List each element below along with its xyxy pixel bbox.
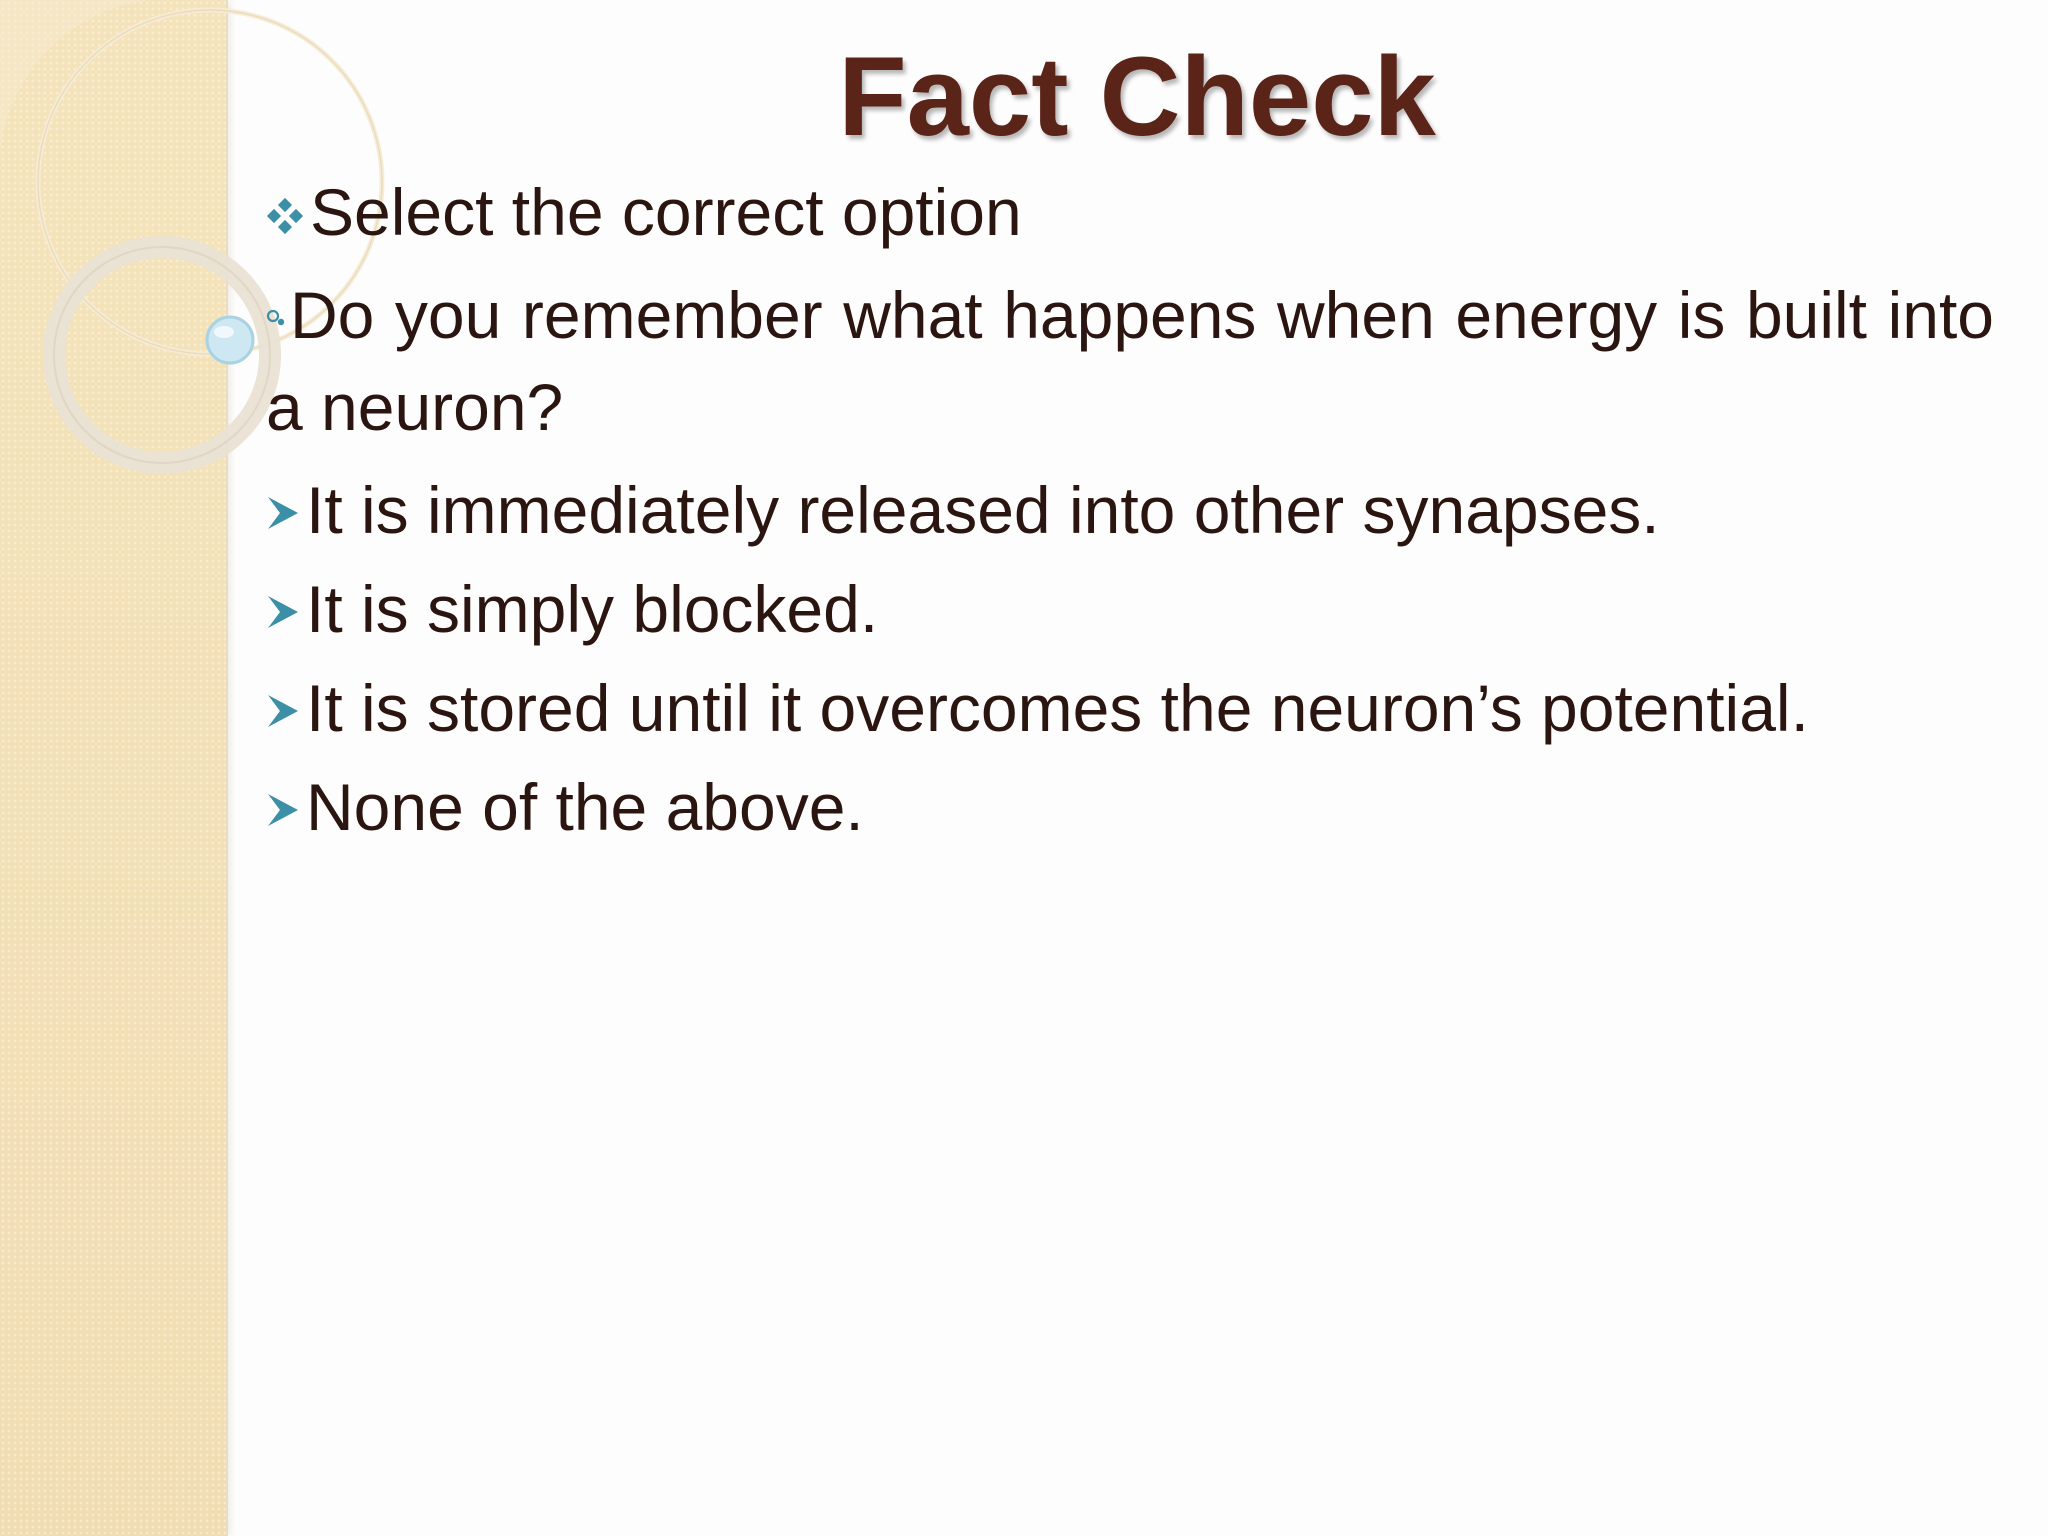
question-text: Do you remember what happens when energy is built into a neuron?	[266, 278, 1994, 444]
option-2[interactable]	[266, 569, 1994, 649]
instruction-text: Select the correct option	[310, 175, 1022, 249]
option-4[interactable]	[266, 767, 1994, 847]
option-4-text: None of the above.	[306, 769, 864, 844]
arrowhead-bullet-icon	[266, 766, 300, 846]
arrowhead-bullet-icon	[266, 667, 300, 747]
arrowhead-bullet-icon	[266, 568, 300, 648]
option-3-text: It is stored until it overcomes the neuron’s potential.	[306, 670, 1809, 745]
arrowhead-bullet-icon	[266, 469, 300, 549]
option-1[interactable]	[266, 470, 1994, 550]
four-diamond-bullet-icon	[266, 172, 304, 252]
option-3[interactable]	[266, 668, 1994, 748]
small-circle-bullet-icon	[266, 264, 288, 350]
slide-body	[266, 172, 1994, 866]
question-line	[266, 272, 1994, 450]
blue-orb-icon	[207, 317, 253, 363]
slide-title: Fact Check	[838, 34, 1436, 159]
instruction-line	[266, 172, 1994, 252]
option-2-text: It is simply blocked.	[306, 571, 879, 646]
option-1-text: It is immediately released into other synapses.	[306, 472, 1660, 547]
